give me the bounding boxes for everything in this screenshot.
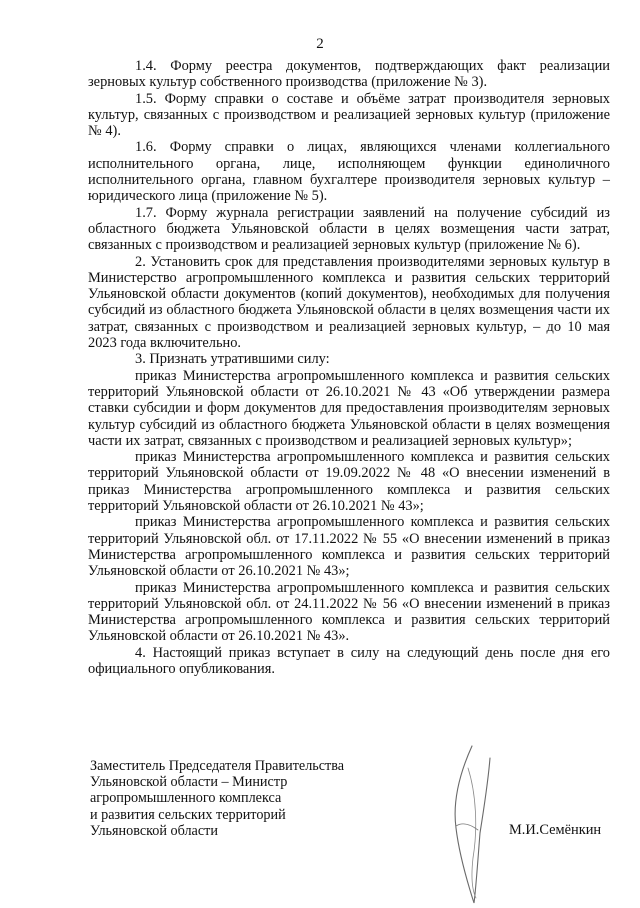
repealed-order-48: приказ Министерства агропромышленного комплекса и развития сельских территорий Ульяновской области от 19.09.2022 № 48 «О внесении изменений в приказ Министерства агропромышленного комплекса и развития сельских территорий Ульяновской области от 26.10.2021 № 43»; bbox=[88, 449, 610, 515]
signatory-position-line: Ульяновской области – Министр bbox=[90, 774, 288, 791]
paragraph-1-6: 1.6. Форму справки о лицах, являющихся членами коллегиального исполнительного органа, лице, исполняющем функции единоличного исполнительного органа, главном бухгалтере производителя зерновых культур – юридического лица (приложение № 5). bbox=[88, 139, 610, 205]
paragraph-3: 3. Признать утратившими силу: bbox=[135, 351, 330, 368]
signatory-position-line: Заместитель Председателя Правительства bbox=[90, 758, 345, 774]
signatory-position-line: агропромышленного комплекса bbox=[90, 790, 282, 807]
page-number: 2 bbox=[316, 36, 324, 52]
repealed-order-43: приказ Министерства агропромышленного комплекса и развития сельских территорий Ульяновской области от 26.10.2021 № 43 «Об утверждении размера ставки субсидии и форм документов для предоставления производителям зерновых культур субсидий из областного бюджета Ульяновской области в целях возмещения части их затрат, связанных с производством и реализацией зерновых культур»; bbox=[88, 367, 610, 449]
paragraph-1-5: 1.5. Форму справки о составе и объёме затрат производителя зерновых культур, связанных с производством и реализацией зерновых культур (приложение № 4). bbox=[88, 90, 610, 140]
paragraph-4: 4. Настоящий приказ вступает в силу на следующий день после дня его официального опубликования. bbox=[88, 644, 610, 677]
signatory-position-line: Ульяновской области bbox=[90, 822, 218, 839]
signatory-position bbox=[90, 758, 410, 839]
repealed-order-56: приказ Министерства агропромышленного комплекса и развития сельских территорий Ульяновской обл. от 24.11.2022 № 56 «О внесении изменений в приказ Министерства агропромышленного комплекса и развития сельских территорий Ульяновской области от 26.10.2021 № 43». bbox=[88, 579, 610, 645]
handwritten-signature bbox=[432, 738, 512, 908]
repealed-order-55: приказ Министерства агропромышленного комплекса и развития сельских территорий Ульяновской обл. от 17.11.2022 № 55 «О внесении изменений в приказ Министерства агропромышленного комплекса и развития сельских территорий Ульяновской области от 26.10.2021 № 43»; bbox=[88, 514, 610, 580]
signatory-position-line: и развития сельских территорий bbox=[90, 806, 286, 823]
signatory-name: М.И.Семёнкин bbox=[509, 822, 602, 838]
paragraph-1-7: 1.7. Форму журнала регистрации заявлений на получение субсидий из областного бюджета Ульяновской области в целях возмещения части затрат, связанных с производством и реализацией зерновых культур (приложение № 6). bbox=[88, 204, 610, 254]
document-body bbox=[88, 58, 610, 677]
paragraph-2: 2. Установить срок для представления производителями зерновых культур в Министерство агропромышленного комплекса и развития сельских территорий Ульяновской области документов (копий документов), необходимых для получения субсидий из областного бюджета Ульяновской области в целях возмещения части их затрат, связанных с производством и реализацией зерновых культур, – до 10 мая 2023 года включительно. bbox=[88, 253, 610, 352]
paragraph-1-4: 1.4. Форму реестра документов, подтверждающих факт реализации зерновых культур собственного производства (приложение № 3). bbox=[88, 58, 610, 91]
